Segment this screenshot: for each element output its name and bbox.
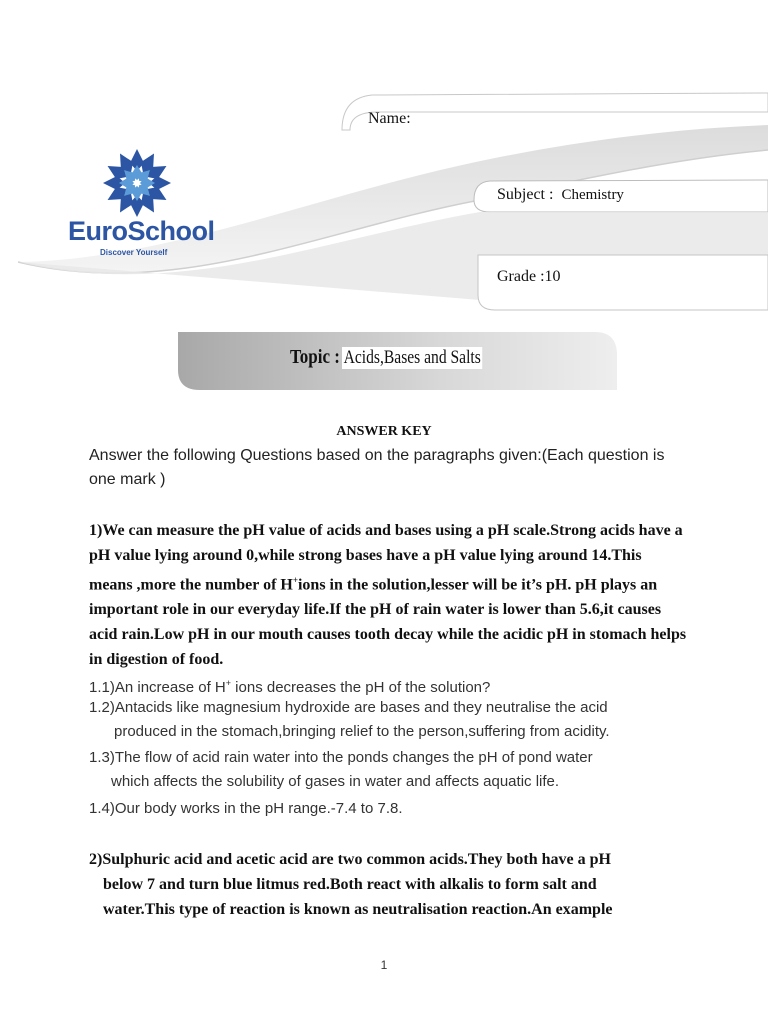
topic-value: Acids,Bases and Salts bbox=[343, 347, 481, 368]
grade-field bbox=[497, 268, 561, 286]
instructions: Answer the following Questions based on the paragraphs given:(Each question is one mark ) bbox=[89, 447, 665, 488]
a3-line-2: which affects the solubility of gases in water and affects aquatic life. bbox=[111, 773, 560, 790]
a1-text-b: ions decreases the pH of the solution? bbox=[231, 679, 491, 696]
answer-1-2 bbox=[89, 696, 689, 744]
topic-heading bbox=[290, 346, 513, 369]
q2-line-2: below 7 and turn blue litmus red.Both react with alkalis to form salt and bbox=[103, 876, 597, 893]
a2-line-2: produced in the stomach,bringing relief to the person,suffering from acidity. bbox=[114, 723, 610, 740]
a1-text-a: 1.1)An increase of H bbox=[89, 679, 226, 696]
page-title: ANSWER KEY bbox=[336, 424, 432, 439]
q1-text-a: 1)We can measure the pH value of acids and bases using a pH scale.Strong acids have a pH value lying around 0,while strong bases have a pH value lying around 14.This means ,more the number of H bbox=[89, 522, 683, 594]
q2-line-1: 2)Sulphuric acid and acetic acid are two common acids.They both have a pH bbox=[89, 851, 611, 868]
euroschool-logo-icon bbox=[103, 149, 171, 217]
a1-superscript: + bbox=[225, 678, 232, 688]
q1-text-b: ions in the solution,lesser will be it’s pH. pH plays an important role in our everyday life.If the pH of rain water is lower than 5.6,it causes acid rain.Low pH in our mouth causes tooth decay while the acidic pH in stomach helps in digestion of food. bbox=[89, 576, 687, 669]
grade-value: 10 bbox=[544, 268, 561, 285]
q1-superscript: + bbox=[292, 575, 298, 585]
brand-tagline: Discover Yourself bbox=[100, 248, 168, 257]
topic-label: Topic : bbox=[290, 346, 340, 368]
a3-line-1: 1.3)The flow of acid rain water into the ponds changes the pH of pond water bbox=[89, 749, 593, 766]
name-label: Name: bbox=[368, 110, 411, 127]
question-1-paragraph bbox=[89, 518, 689, 672]
a2-line-1: 1.2)Antacids like magnesium hydroxide are bases and they neutralise the acid bbox=[89, 699, 608, 716]
brand-name: EuroSchool bbox=[68, 216, 215, 246]
answer-1-4: 1.4)Our body works in the pH range.-7.4 to 7.8. bbox=[89, 800, 403, 817]
answer-1-3 bbox=[89, 746, 689, 794]
header-banner bbox=[0, 0, 768, 400]
question-2-paragraph bbox=[89, 847, 709, 922]
grade-label: Grade : bbox=[497, 268, 545, 285]
subject-field bbox=[497, 186, 624, 204]
subject-label: Subject : bbox=[497, 186, 554, 203]
subject-value: Chemistry bbox=[561, 187, 624, 203]
name-field bbox=[368, 110, 411, 128]
q2-line-3: water.This type of reaction is known as neutralisation reaction.An example bbox=[103, 901, 613, 918]
page-number: 1 bbox=[380, 958, 388, 972]
